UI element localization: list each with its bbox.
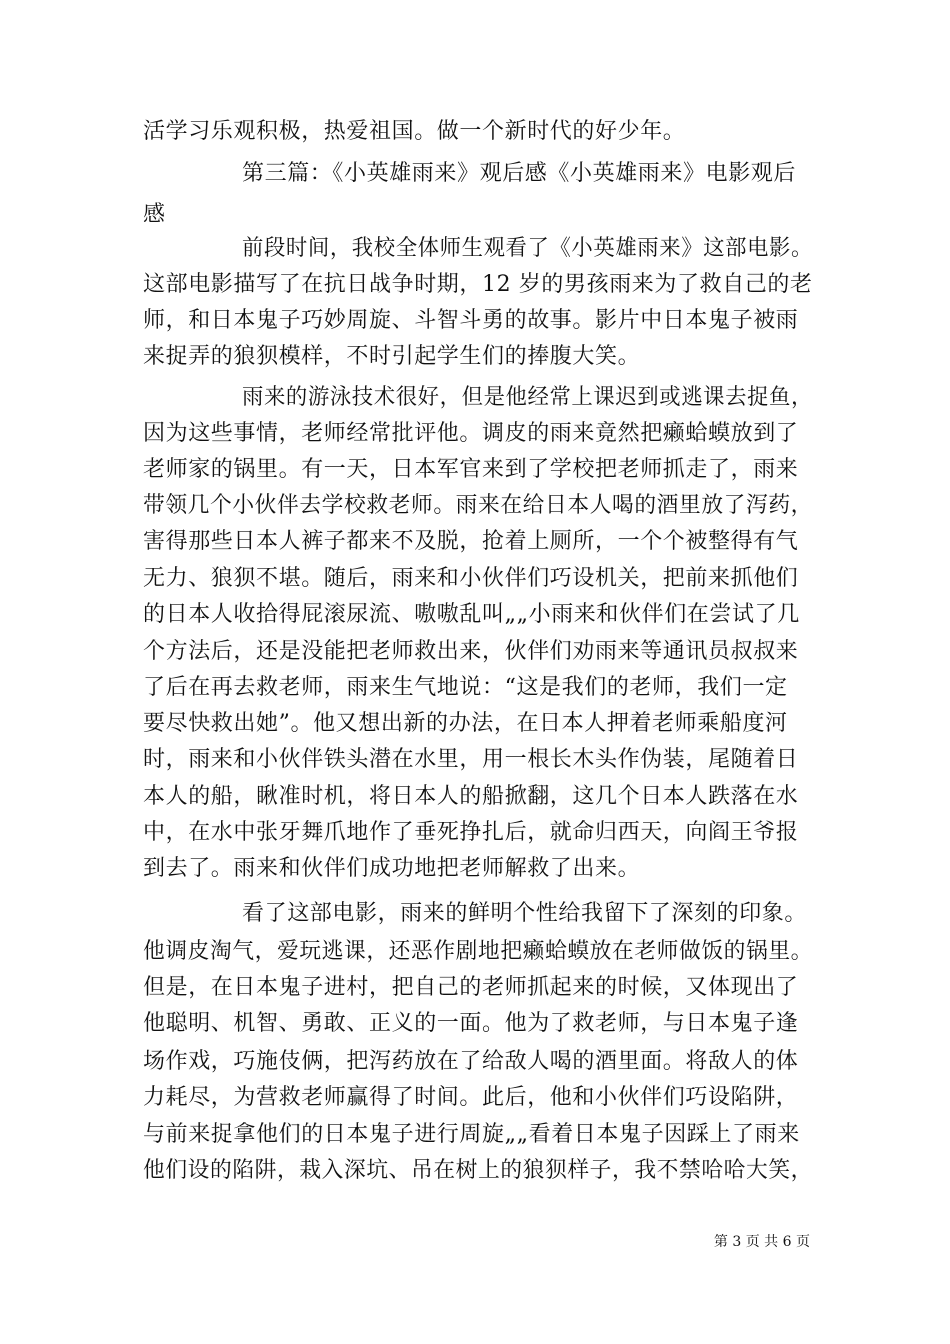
text-line: 到去了。雨来和伙伴们成功地把老师解救了出来。 bbox=[143, 856, 641, 881]
text-line: 中，在水中张牙舞爪地作了垂死挣扎后，就命归西天，向阎王爷报 bbox=[143, 820, 799, 845]
page-number-footer: 第 3 页 共 6 页 bbox=[713, 1234, 810, 1250]
text-line: 来捉弄的狼狈模样，不时引起学生们的捧腹大笑。 bbox=[143, 344, 641, 369]
text-line: 但是，在日本鬼子进村，把自己的老师抓起来的时候，又体现出了 bbox=[143, 975, 799, 1000]
text-line: 老师家的锅里。有一天，日本军官来到了学校把老师抓走了，雨来 bbox=[143, 457, 799, 482]
text-line: 这部电影描写了在抗日战争时期，12 岁的男孩雨来为了救自己的老 bbox=[143, 272, 813, 297]
text-line: 的日本人收拾得屁滚尿流、嗷嗷乱叫„„小雨来和伙伴们在尝试了几 bbox=[143, 602, 800, 627]
text-line: 要尽快救出她”。他又想出新的办法，在日本人押着老师乘船度河 bbox=[143, 711, 788, 736]
text-line: 场作戏，巧施伎俩，把泻药放在了给敌人喝的酒里面。将敌人的体 bbox=[143, 1049, 799, 1074]
text-line: 师，和日本鬼子巧妙周旋、斗智斗勇的故事。影片中日本鬼子被雨 bbox=[143, 308, 799, 333]
section-heading-continued: 感 bbox=[143, 202, 166, 227]
text-line: 害得那些日本人裤子都来不及脱，抢着上厕所，一个个被整得有气 bbox=[143, 529, 799, 554]
paragraph-start: 看了这部电影，雨来的鲜明个性给我留下了深刻的印象。 bbox=[242, 901, 808, 926]
text-line: 他聪明、机智、勇敢、正义的一面。他为了救老师，与日本鬼子逢 bbox=[143, 1011, 799, 1036]
text-line: 带领几个小伙伴去学校救老师。雨来在给日本人喝的酒里放了泻药， bbox=[143, 493, 814, 518]
paragraph-start: 前段时间，我校全体师生观看了《小英雄雨来》这部电影。 bbox=[242, 236, 813, 261]
paragraph-start: 雨来的游泳技术很好，但是他经常上课迟到或逃课去捉鱼， bbox=[242, 385, 813, 410]
text-line: 时，雨来和小伙伴铁头潜在水里，用一根长木头作伪装，尾随着日 bbox=[143, 747, 799, 772]
section-heading: 第三篇：《小英雄雨来》观后感《小英雄雨来》电影观后 bbox=[242, 161, 797, 186]
text-line: 他调皮淘气，爱玩逃课，还恶作剧地把癞蛤蟆放在老师做饭的锅里。 bbox=[143, 939, 814, 964]
text-line: 本人的船，瞅准时机，将日本人的船掀翻，这几个日本人跌落在水 bbox=[143, 784, 799, 809]
text-line: 了后在再去救老师，雨来生气地说：“这是我们的老师，我们一定 bbox=[143, 675, 788, 700]
text-line: 活学习乐观积极，热爱祖国。做一个新时代的好少年。 bbox=[143, 119, 686, 144]
text-line: 力耗尽，为营救老师赢得了时间。此后，他和小伙伴们巧设陷阱， bbox=[143, 1085, 799, 1110]
text-line: 因为这些事情，老师经常批评他。调皮的雨来竟然把癞蛤蟆放到了 bbox=[143, 421, 799, 446]
text-line: 他们设的陷阱，栽入深坑、吊在树上的狼狈样子，我不禁哈哈大笑， bbox=[143, 1158, 814, 1183]
text-line: 无力、狼狈不堪。随后，雨来和小伙伴们巧设机关，把前来抓他们 bbox=[143, 566, 799, 591]
text-line: 个方法后，还是没能把老师救出来，伙伴们劝雨来等通讯员叔叔来 bbox=[143, 639, 799, 664]
text-line: 与前来捉拿他们的日本鬼子进行周旋„„看着日本鬼子因踩上了雨来 bbox=[143, 1122, 800, 1147]
